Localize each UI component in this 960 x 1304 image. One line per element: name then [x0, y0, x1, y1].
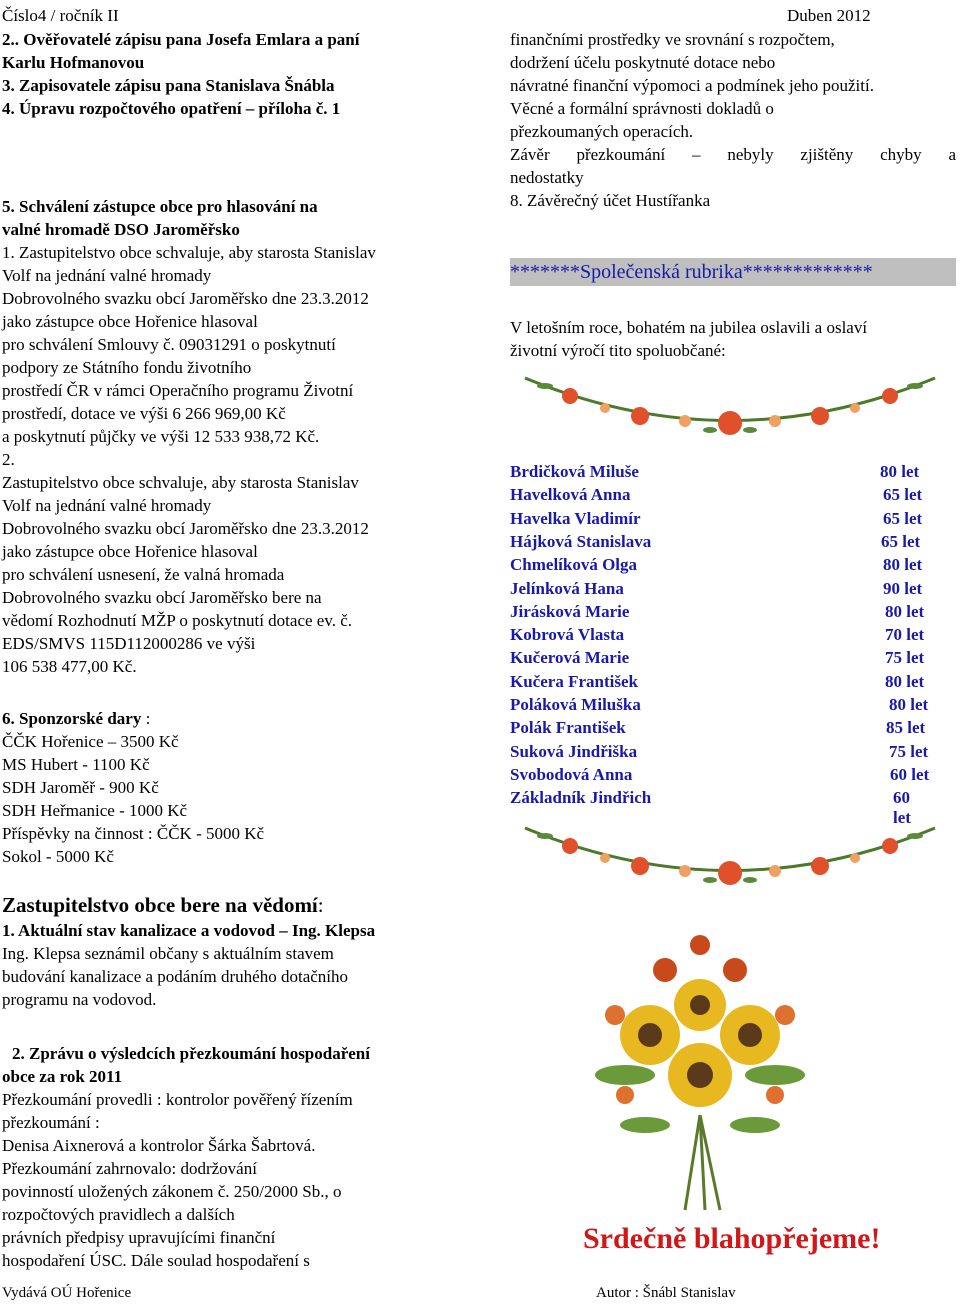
text-line: Dobrovolného svazku obcí Jaroměřsko dne 23.3.2012	[2, 519, 369, 538]
flower-garland-icon	[520, 818, 940, 896]
item2	[2, 1042, 472, 1272]
text-line: Přezkoumání zahrnovalo: dodržování	[2, 1159, 257, 1178]
jubilee-row	[510, 742, 930, 765]
vedomi-heading: Zastupitelstvo obce bere na vědomí	[2, 893, 318, 917]
jubilee-age: 60 let	[893, 788, 911, 828]
flower-bouquet-icon	[585, 925, 815, 1215]
text-line: Ing. Klepsa seznámil občany s aktuálním stavem	[2, 944, 334, 963]
text-line: 8. Závěrečný účet Hustířanka	[510, 191, 711, 210]
jubilee-name: Havelková Anna	[510, 485, 631, 505]
vedomi-colon: :	[317, 893, 324, 917]
text-line: pro schválení usnesení, že valná hromada	[2, 565, 285, 584]
section5-heading: valné hromadě DSO Jaroměřsko	[2, 220, 240, 239]
jubilee-age: 80 let	[889, 695, 929, 714]
text-line: právních předpisy upravujícími finanční	[2, 1228, 276, 1247]
jubilee-name: Svobodová Anna	[510, 764, 633, 784]
text-line: rozpočtových pravidlech a dalších	[2, 1205, 235, 1224]
vedomi-heading-row	[2, 893, 324, 918]
text-line: budování kanalizace a podáním druhého dotačního	[2, 967, 349, 986]
jubilee-age: 65 let	[881, 531, 921, 551]
jubilee-name: Jirásková Marie	[510, 601, 630, 621]
text-line: V letošním roce, bohatém na jubilea oslavili a oslaví	[510, 318, 868, 337]
text-line: 2.. Ověřovatelé zápisu pana Josefa Emlara a paní	[2, 30, 360, 49]
jubilee-name: Kobrová Vlasta	[510, 625, 625, 645]
text-line: 2.	[2, 450, 15, 469]
text-line: finančními prostředky ve srovnání s rozpočtem,	[510, 30, 835, 49]
text-line: 3. Zapisovatele zápisu pana Stanislava Šnábla	[2, 76, 335, 95]
text-line: dodržení účelu poskytnuté dotace nebo	[510, 53, 776, 72]
text-line: Volf na jednání valné hromady	[2, 496, 212, 515]
jubilee-age: 65 let	[883, 485, 923, 505]
jubilee-age: 70 let	[885, 625, 925, 645]
text-line: Věcné a formální správnosti dokladů o	[510, 99, 774, 118]
jubilee-row	[510, 625, 930, 648]
text-line: EDS/SMVS 115D112000286 ve výši	[2, 634, 256, 653]
greeting: Srdečně blahopřejeme!	[583, 1222, 881, 1255]
jubilee-row	[510, 509, 930, 532]
jubilee-name: Polák František	[510, 718, 626, 738]
text-line: Dobrovolného svazku obcí Jaroměřsko dne 23.3.2012	[2, 289, 369, 308]
donation-line: Sokol - 5000 Kč	[2, 847, 114, 866]
section6-heading: 6. Sponzorské dary	[2, 709, 142, 728]
jubilee-name: Brdičková Miluše	[510, 462, 639, 481]
donation-line: MS Hubert - 1100 Kč	[2, 755, 150, 774]
publisher: Vydává OÚ Hořenice	[2, 1285, 132, 1301]
jubilee-row	[510, 672, 930, 695]
item1-heading: 1. Aktuální stav kanalizace a vodovod – Ing. Klepsa	[2, 921, 376, 940]
text-line: jako zástupce obce Hořenice hlasoval	[2, 312, 258, 331]
jubilee-age: 75 let	[885, 648, 925, 668]
text-line: povinností uložených zákonem č. 250/2000 Sb., o	[2, 1182, 342, 1201]
flower-garland-icon	[520, 368, 940, 446]
jubilee-row	[510, 718, 930, 741]
jubilee-name: Kučera František	[510, 671, 638, 691]
spolecenska-rubrika-banner: *******Společenská rubrika*************	[510, 258, 956, 286]
right-top-block	[510, 28, 960, 212]
text-line: přezkoumaných operacích.	[510, 122, 694, 141]
jubilee-name: Jelínková Hana	[510, 578, 624, 598]
jubilee-row	[510, 555, 930, 578]
text-line: 106 538 477,00 Kč.	[2, 657, 137, 676]
left-top-block	[2, 28, 472, 120]
text-line: 1. Zastupitelstvo obce schvaluje, aby starosta Stanislav	[2, 243, 376, 262]
text-line: Denisa Aixnerová a kontrolor Šárka Šabrtová.	[2, 1136, 316, 1155]
donation-line: Příspěvky na činnost : ČČK - 5000 Kč	[2, 824, 265, 843]
donation-line: SDH Jaroměř - 900 Kč	[2, 778, 159, 797]
text-line: Volf na jednání valné hromady	[2, 266, 212, 285]
jubilee-name: Hájková Stanislava	[510, 531, 652, 551]
jubilee-age: 80 let	[883, 555, 923, 575]
text-line: přezkoumání :	[2, 1113, 100, 1132]
text-line: Dobrovolného svazku obcí Jaroměřsko bere na	[2, 588, 322, 607]
jubilee-age: 80 let	[885, 671, 925, 691]
donation-line: SDH Heřmanice - 1000 Kč	[2, 801, 188, 820]
text-line: vědomí Rozhodnutí MŽP o poskytnutí dotace ev. č.	[2, 611, 353, 630]
section6-colon: :	[141, 709, 151, 728]
jubilee-name: Kučerová Marie	[510, 648, 630, 668]
jubilee-row	[510, 648, 930, 671]
jubilee-name: Poláková Miluška	[510, 695, 641, 714]
text-line: nedostatky	[510, 168, 584, 187]
jubilee-row	[510, 695, 930, 718]
section6	[2, 707, 472, 868]
donation-line: ČČK Hořenice – 3500 Kč	[2, 732, 179, 751]
text-line: a poskytnutí půjčky ve výši 12 533 938,72 Kč.	[2, 427, 320, 446]
text-line: Zastupitelstvo obce schvaluje, aby starosta Stanislav	[2, 473, 359, 492]
text-line: Přezkoumání provedli : kontrolor pověřený řízením	[2, 1090, 353, 1109]
jubilee-name: Základník Jindřich	[510, 788, 652, 808]
text-line: Závěr přezkoumání – nebyly zjištěny chyby a	[510, 145, 956, 164]
jubilee-row	[510, 532, 930, 555]
jubilee-row	[510, 788, 930, 828]
item1	[2, 919, 472, 1011]
jubilee-row	[510, 485, 930, 508]
item2-heading: obce za rok 2011	[2, 1067, 123, 1086]
issue-number: Číslo4 / ročník II	[2, 6, 119, 25]
jubilee-age: 80 let	[880, 462, 920, 481]
section5	[2, 195, 472, 678]
jubilee-row	[510, 579, 930, 602]
jubilee-name: Havelka Vladimír	[510, 508, 641, 528]
text-line: životní výročí tito spoluobčané:	[510, 341, 726, 360]
section5-heading: 5. Schválení zástupce obce pro hlasování na	[2, 197, 318, 216]
jubilee-age: 75 let	[889, 741, 929, 761]
jubilee-name: Chmelíková Olga	[510, 555, 638, 575]
jubilee-row	[510, 765, 930, 788]
jubilee-age: 80 let	[885, 601, 925, 621]
text-line: 4. Úpravu rozpočtového opatření – příloha č. 1	[2, 99, 341, 118]
text-line: programu na vodovod.	[2, 990, 157, 1009]
text-line: návratné finanční výpomoci a podmínek jeho použití.	[510, 76, 874, 95]
item2-heading: 2. Zprávu o výsledcích přezkoumání hospodaření	[12, 1044, 370, 1063]
issue-date: Duben 2012	[787, 6, 871, 25]
jubilee-age: 60 let	[890, 764, 930, 784]
jubilee-age: 65 let	[883, 508, 923, 528]
text-line: hospodaření ÚSC. Dále soulad hospodaření s	[2, 1251, 310, 1270]
jubilee-intro	[510, 316, 960, 362]
text-line: jako zástupce obce Hořenice hlasoval	[2, 542, 258, 561]
jubilee-name: Suková Jindřiška	[510, 741, 638, 761]
jubilee-row	[510, 602, 930, 625]
jubilee-age: 85 let	[886, 718, 926, 738]
text-line: prostředí, dotace ve výši 6 266 969,00 Kč	[2, 404, 286, 423]
text-line: prostředí ČR v rámci Operačního programu Životní	[2, 381, 354, 400]
jubilee-row	[510, 462, 930, 485]
text-line: podpory ze Státního fondu životního	[2, 358, 252, 377]
text-line: pro schválení Smlouvy č. 09031291 o poskytnutí	[2, 335, 336, 354]
text-line: Karlu Hofmanovou	[2, 53, 145, 72]
jubilee-age: 90 let	[883, 578, 923, 598]
author: Autor : Šnábl Stanislav	[596, 1285, 736, 1301]
